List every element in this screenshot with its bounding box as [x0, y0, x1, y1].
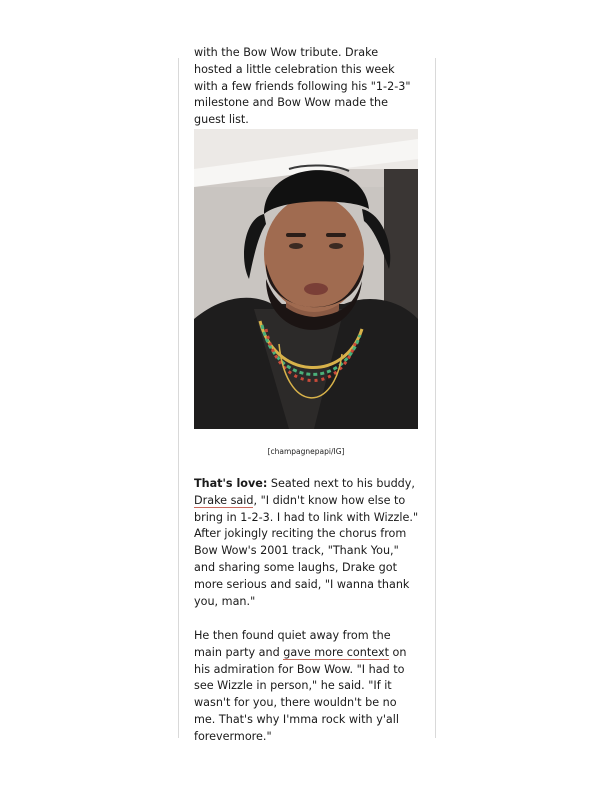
- intro-text: a little celebration this week with a few friends following his "1-2-3" milestone and Bow Wow made the guest list.: [194, 62, 411, 127]
- photo-caption: [champagnepapi/IG]: [267, 447, 345, 456]
- article-photo: [194, 129, 418, 429]
- intro-paragraph: [194, 45, 419, 129]
- paragraph-2: [194, 476, 419, 610]
- drake-said-link[interactable]: Drake said: [194, 493, 254, 507]
- paragraph-text: , "I didn't know how else to bring in 1-2-3. I had to link with Wizzle." After jokingly reciting the chorus from Bow Wow's 2001 track, "Thank You," and sharing some laughs, Drake got more serious and said, "I wanna thank you, man.": [194, 493, 419, 608]
- paragraph-3: [194, 628, 419, 746]
- article-column: [178, 46, 436, 743]
- intro-line-clipped: with the Bow Wow tribute. Drake hosted: [194, 46, 379, 76]
- paragraph-text: Seated next to his buddy,: [267, 477, 415, 490]
- paragraph-text: He then found quiet away from the main party and: [194, 629, 391, 659]
- paragraph-lead: That's love:: [194, 477, 268, 490]
- paragraph-text: on his admiration for Bow Wow. "I had to see Wizzle in person," he said. "If it wasn't for you, there wouldn't be no me. That's why I'mma rock with y'all forevermore.": [194, 645, 407, 743]
- portrait-image: [194, 129, 418, 429]
- more-context-link[interactable]: gave more context: [283, 645, 389, 659]
